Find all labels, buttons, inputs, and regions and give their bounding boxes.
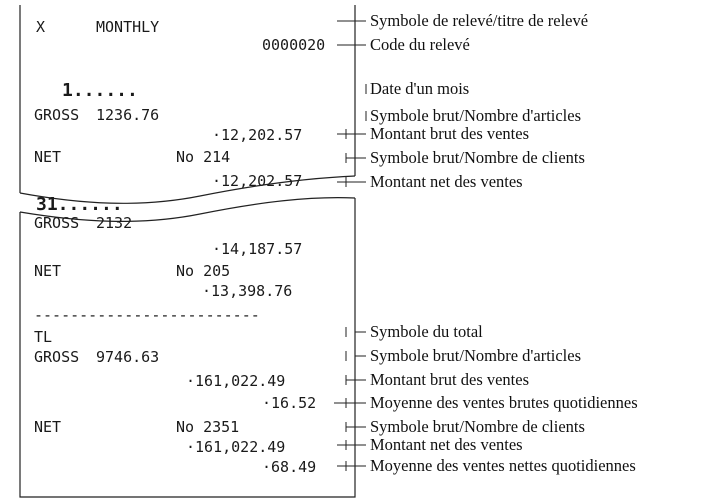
annotation-label: Symbole brut/Nombre de clients [370,148,585,167]
gross-count: 2132 [96,214,133,232]
annotation-label: Montant net des ventes [370,435,523,454]
report-code: 0000020 [262,36,326,54]
gross-amount: ·161,022.49 [186,372,286,390]
annotation-leaders [334,21,366,466]
net-customers: No 205 [176,262,231,280]
separator-line: ------------------------- [34,306,260,324]
annotation-label: Symbole de relevé/titre de relevé [370,11,589,30]
gross-label: GROSS [34,348,80,366]
annotation-label: Montant brut des ventes [370,370,530,389]
net-daily-average: ·68.49 [262,458,317,476]
annotation-label: Date d'un mois [370,79,470,98]
report-title: MONTHLY [96,18,160,36]
gross-label: GROSS [34,214,80,232]
gross-count: 9746.63 [96,348,160,366]
gross-count: 1236.76 [96,106,160,124]
annotation-label: Symbole du total [370,322,483,341]
gross-label: GROSS [34,106,80,124]
annotation-label: Montant net des ventes [370,172,523,191]
net-label: NET [34,148,62,166]
net-amount: ·13,398.76 [202,282,293,300]
annotation-label: Moyenne des ventes brutes quotidiennes [370,393,638,412]
day-1-label: 1...... [62,80,138,101]
net-label: NET [34,418,62,436]
annotation-label: Moyenne des ventes nettes quotidiennes [370,456,636,475]
gross-daily-average: ·16.52 [262,394,317,412]
annotation-label: Montant brut des ventes [370,124,530,143]
net-amount: ·161,022.49 [186,438,286,456]
annotation-label: Symbole brut/Nombre d'articles [370,106,582,125]
annotation-ticks [346,84,366,471]
annotation-label: Symbole brut/Nombre d'articles [370,346,582,365]
net-label: NET [34,262,62,280]
annotation-label: Symbole brut/Nombre de clients [370,417,585,436]
x-symbol: X [36,18,46,36]
gross-amount: ·12,202.57 [212,126,303,144]
net-amount: ·12,202.57 [212,172,303,190]
annotation-label: Code du relevé [370,35,470,54]
day-31-label: 31...... [36,194,123,215]
total-label: TL [34,328,53,346]
net-customers: No 214 [176,148,231,166]
net-customers: No 2351 [176,418,240,436]
gross-amount: ·14,187.57 [212,240,303,258]
